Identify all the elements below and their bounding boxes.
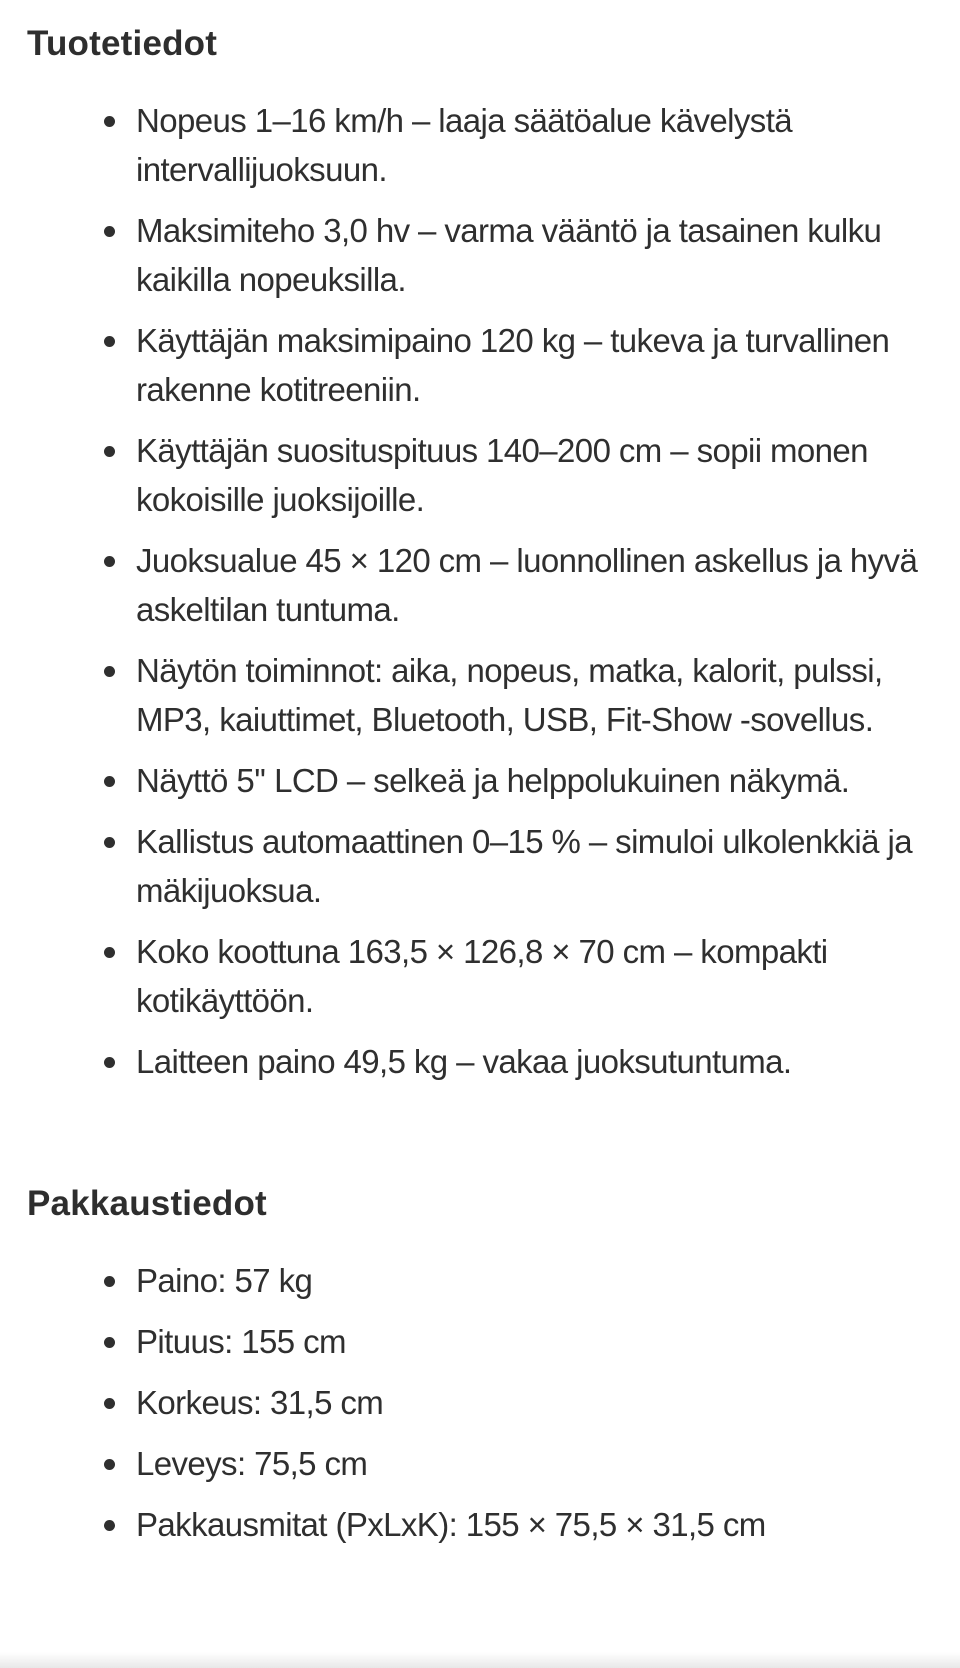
list-item: Kallistus automaattinen 0–15 % – simuloi ulkolenkkiä ja mäkijuoksua. [0, 817, 960, 915]
list-item: Koko koottuna 163,5 × 126,8 × 70 cm – kompakti kotikäyttöön. [0, 927, 960, 1025]
section-title-package-info: Pakkaustiedot [27, 1184, 267, 1223]
list-item: Paino: 57 kg [0, 1256, 960, 1305]
list-item: Leveys: 75,5 cm [0, 1439, 960, 1488]
list-item: Maksimiteho 3,0 hv – varma vääntö ja tasainen kulku kaikilla nopeuksilla. [0, 206, 960, 304]
list-item: Näyttö 5'' LCD – selkeä ja helppolukuinen näkymä. [0, 756, 960, 805]
list-item: Pituus: 155 cm [0, 1317, 960, 1366]
list-item: Korkeus: 31,5 cm [0, 1378, 960, 1427]
section-title-product-info: Tuotetiedot [27, 24, 218, 63]
list-item: Nopeus 1–16 km/h – laaja säätöalue kävelystä intervallijuoksuun. [0, 96, 960, 194]
list-item: Juoksualue 45 × 120 cm – luonnollinen askellus ja hyvä askeltilan tuntuma. [0, 536, 960, 634]
product-info-list [0, 96, 960, 1086]
bottom-edge-shadow [0, 1652, 960, 1668]
list-item: Pakkausmitat (PxLxK): 155 × 75,5 × 31,5 cm [0, 1500, 960, 1549]
package-info-list [0, 1256, 960, 1549]
list-item: Käyttäjän suosituspituus 140–200 cm – sopii monen kokoisille juoksijoille. [0, 426, 960, 524]
list-item: Laitteen paino 49,5 kg – vakaa juoksutuntuma. [0, 1037, 960, 1086]
list-item: Käyttäjän maksimipaino 120 kg – tukeva ja turvallinen rakenne kotitreeniin. [0, 316, 960, 414]
list-item: Näytön toiminnot: aika, nopeus, matka, kalorit, pulssi, MP3, kaiuttimet, Bluetooth, USB, Fit-Show -sovellus. [0, 646, 960, 744]
